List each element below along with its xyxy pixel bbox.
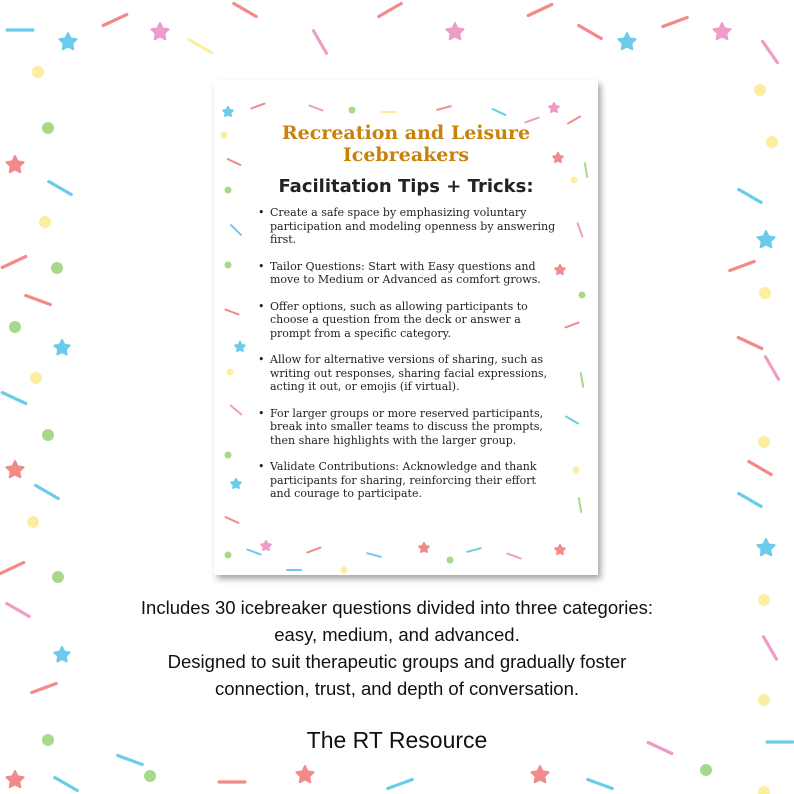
tips-card	[214, 80, 598, 575]
confetti-dash	[118, 756, 142, 765]
confetti-star	[6, 156, 23, 172]
tip-item: • Validate Contributions: Acknowledge and thank participants for sharing, reinforcing their effort and courage to participate.	[256, 460, 556, 501]
confetti-star	[713, 23, 730, 39]
confetti-dash	[437, 106, 451, 110]
confetti-star	[6, 771, 23, 787]
confetti-dash	[763, 41, 778, 62]
confetti-dot	[227, 369, 234, 376]
confetti-dash	[663, 18, 687, 27]
confetti-dash	[36, 486, 59, 499]
confetti-dash	[738, 338, 762, 349]
confetti-dot	[27, 516, 39, 528]
confetti-dash	[379, 4, 402, 17]
confetti-dot	[42, 429, 54, 441]
confetti-dash	[749, 462, 772, 475]
confetti-star	[6, 461, 23, 477]
confetti-dash	[766, 357, 779, 380]
confetti-dot	[341, 567, 348, 574]
confetti-dash	[2, 393, 26, 404]
confetti-star	[151, 23, 168, 39]
confetti-star	[549, 103, 559, 112]
tip-item: • Allow for alternative versions of sharing, such as writing out responses, sharing facial expressions, acting it out, or emojis (if virtual).	[256, 353, 556, 394]
tip-item: • For larger groups or more reserved participants, break into smaller teams to discuss the prompts, then share highlights with the larger group.	[256, 407, 556, 448]
confetti-dot	[754, 84, 766, 96]
confetti-star	[261, 541, 271, 550]
confetti-dot	[51, 262, 63, 274]
confetti-dash	[528, 5, 552, 16]
confetti-dot	[39, 216, 51, 228]
confetti-dash	[367, 553, 381, 557]
confetti-dash	[49, 182, 72, 195]
confetti-dot	[52, 571, 64, 583]
confetti-dash	[307, 548, 320, 553]
tip-item: • Tailor Questions: Start with Easy questions and move to Medium or Advanced as comfort grows.	[256, 260, 556, 287]
confetti-dot	[225, 452, 232, 459]
tips-list	[256, 206, 556, 514]
confetti-star	[231, 479, 241, 488]
confetti-star	[446, 23, 463, 39]
confetti-dash	[247, 550, 260, 555]
confetti-dash	[507, 554, 520, 559]
brand-name: The RT Resource	[306, 727, 488, 753]
confetti-dash	[231, 225, 241, 235]
card-title-line1: Recreation and Leisure	[281, 122, 531, 144]
confetti-dot	[447, 557, 454, 564]
confetti-star	[757, 539, 774, 555]
confetti-dash	[103, 15, 127, 26]
confetti-dot	[349, 107, 356, 114]
confetti-dot	[758, 436, 770, 448]
confetti-star	[235, 342, 245, 351]
confetti-dash	[225, 310, 238, 315]
confetti-dash	[579, 26, 602, 39]
confetti-star	[757, 231, 774, 247]
confetti-dash	[314, 31, 327, 54]
confetti-dot	[759, 287, 771, 299]
confetti-star	[223, 107, 233, 116]
confetti-dash	[55, 778, 78, 791]
confetti-dot	[225, 552, 232, 559]
confetti-dash	[493, 109, 506, 115]
confetti-dash	[309, 106, 322, 111]
confetti-dot	[30, 372, 42, 384]
confetti-dash	[189, 40, 212, 53]
description-line: connection, trust, and depth of conversation.	[214, 678, 580, 699]
confetti-dot	[573, 467, 580, 474]
confetti-dash	[231, 406, 242, 415]
card-subtitle: Facilitation Tips + Tricks:	[278, 176, 534, 197]
confetti-dash	[739, 190, 762, 203]
confetti-dash	[388, 780, 412, 789]
product-description	[0, 594, 794, 702]
tip-item: • Offer options, such as allowing participants to choose a question from the deck or answer a prompt from a specific category.	[256, 300, 556, 341]
confetti-star	[618, 33, 635, 49]
confetti-dash	[251, 104, 264, 109]
confetti-dot	[32, 66, 44, 78]
confetti-dash	[26, 296, 50, 305]
confetti-dash	[739, 494, 762, 507]
description-line: Includes 30 icebreaker questions divided into three categories:	[140, 597, 654, 618]
confetti-dash	[566, 417, 578, 424]
confetti-star	[59, 33, 76, 49]
confetti-dash	[234, 4, 257, 17]
description-line: Designed to suit therapeutic groups and gradually foster	[167, 651, 627, 672]
confetti-dash	[588, 780, 612, 789]
confetti-dash	[578, 223, 583, 236]
confetti-dash	[226, 517, 239, 523]
confetti-dot	[42, 122, 54, 134]
confetti-dash	[2, 257, 26, 268]
confetti-dot	[579, 292, 586, 299]
description-line: easy, medium, and advanced.	[274, 624, 520, 645]
confetti-dash	[467, 548, 481, 552]
confetti-dash	[565, 323, 578, 328]
confetti-dash	[730, 262, 754, 271]
card-title-line2: Icebreakers	[342, 144, 470, 166]
confetti-dot	[700, 764, 712, 776]
confetti-dot	[758, 786, 770, 794]
tip-item: • Create a safe space by emphasizing voluntary participation and modeling openness by answering first.	[256, 206, 556, 247]
confetti-dot	[9, 321, 21, 333]
confetti-dot	[225, 262, 232, 269]
confetti-dash	[579, 498, 581, 512]
confetti-star	[555, 265, 565, 274]
confetti-dash	[0, 563, 24, 574]
confetti-dot	[766, 136, 778, 148]
confetti-dash	[581, 373, 583, 387]
confetti-star	[419, 543, 429, 552]
confetti-star	[296, 766, 313, 782]
confetti-star	[531, 766, 548, 782]
confetti-star	[555, 545, 565, 554]
confetti-star	[54, 340, 69, 355]
confetti-dot	[144, 770, 156, 782]
